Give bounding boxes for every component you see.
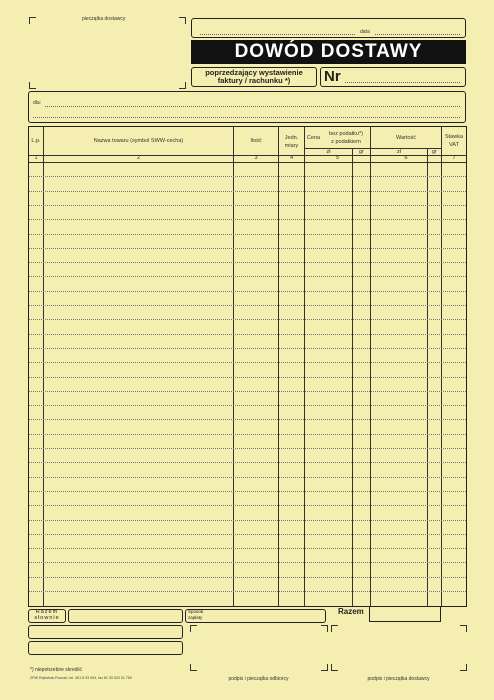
recipient-box[interactable] — [28, 91, 466, 123]
date-field[interactable] — [191, 18, 466, 38]
subtitle-line1: poprzedzający wystawienie — [205, 68, 303, 77]
table-row[interactable] — [29, 505, 466, 506]
table-row[interactable] — [29, 591, 466, 592]
subtitle-line2: faktury / rachunku *) — [217, 76, 291, 85]
receiver-sig-corner-tl — [190, 625, 197, 632]
col-num-3: 3 — [254, 155, 258, 161]
table-row[interactable] — [29, 419, 466, 420]
number-field[interactable] — [320, 67, 466, 87]
table-row[interactable] — [29, 434, 466, 435]
number-line — [345, 82, 460, 83]
header-value-zl: zł — [397, 149, 401, 155]
table-row[interactable] — [29, 276, 466, 277]
table-row[interactable] — [29, 176, 466, 177]
payment-method-label-1: Sposób — [188, 609, 204, 614]
table-row[interactable] — [29, 405, 466, 406]
header-value: Wartość — [396, 135, 416, 141]
supplier-sig-corner-br — [460, 664, 467, 671]
header-vat-2: VAT — [449, 142, 459, 148]
col-num-5: 5 — [335, 155, 340, 161]
payment-method-field[interactable] — [185, 609, 326, 623]
receiver-sig-corner-tr — [321, 625, 328, 632]
date-line-2 — [375, 34, 460, 35]
header-unit-1: Jedn. — [284, 135, 299, 141]
table-row[interactable] — [29, 377, 466, 378]
recipient-label: dla: — [33, 100, 42, 106]
col-num-7: 7 — [452, 155, 456, 161]
table-row[interactable] — [29, 191, 466, 192]
table-row[interactable] — [29, 562, 466, 563]
col-num-6: 6 — [404, 155, 408, 161]
table-row[interactable] — [29, 534, 466, 535]
col-num-4: 4 — [289, 155, 294, 161]
amount-in-words-line-2[interactable] — [28, 625, 183, 639]
number-label: Nr — [324, 68, 341, 85]
table-row[interactable] — [29, 520, 466, 521]
table-row[interactable] — [29, 248, 466, 249]
date-label: data — [360, 29, 370, 35]
recipient-line-2 — [33, 117, 460, 118]
table-row[interactable] — [29, 219, 466, 220]
header-lp: L.p. — [31, 138, 41, 144]
document-title: DOWÓD DOSTAWY — [191, 40, 466, 64]
table-row[interactable] — [29, 477, 466, 478]
table-row[interactable] — [29, 548, 466, 549]
stamp-corner-tr — [179, 17, 186, 24]
table-row[interactable] — [29, 234, 466, 235]
table-row[interactable] — [29, 205, 466, 206]
table-row[interactable] — [29, 491, 466, 492]
header-vat-1: Stawka — [444, 134, 464, 140]
stamp-label: pieczątka dostawcy — [82, 16, 126, 22]
table-row[interactable] — [29, 291, 466, 292]
table-row[interactable] — [29, 448, 466, 449]
table-row[interactable] — [29, 362, 466, 363]
razem-slownie-label-1: Razem — [35, 609, 59, 615]
publisher-info: ZPW Rejestrak Poznań, tel. 061 8 93 094, fax 61 93 003 01 760 — [30, 676, 132, 680]
table-row[interactable] — [29, 319, 466, 320]
col-num-1: 1 — [34, 155, 38, 161]
footnote: *) niepotrzebne skreślić — [30, 667, 82, 673]
header-price-opt1: bez podatku*) — [329, 131, 363, 137]
col-num-2: 2 — [136, 155, 141, 161]
supplier-sig-corner-tl — [331, 625, 338, 632]
razem-slownie-label-2: słownie — [34, 615, 60, 621]
date-line — [200, 34, 355, 35]
header-price-gr: gr — [359, 149, 364, 155]
receiver-signature-label: podpis i pieczątka odbiorcy — [228, 676, 289, 682]
table-number-row-bottom — [29, 162, 466, 163]
table-row[interactable] — [29, 577, 466, 578]
stamp-corner-br — [179, 82, 186, 89]
header-value-gr: gr — [432, 149, 437, 155]
receiver-sig-corner-br — [321, 664, 328, 671]
table-row[interactable] — [29, 348, 466, 349]
supplier-sig-corner-bl — [331, 664, 338, 671]
stamp-corner-tl — [29, 17, 36, 24]
amount-in-words-line-3[interactable] — [28, 641, 183, 655]
total-label: Razem — [338, 607, 364, 616]
payment-method-label-2: zapłaty — [188, 615, 203, 620]
table-row[interactable] — [29, 262, 466, 263]
receiver-sig-corner-bl — [190, 664, 197, 671]
table-row[interactable] — [29, 334, 466, 335]
total-value-field[interactable] — [369, 606, 441, 622]
header-name: Nazwa towaru (symbol SWW-cecha) — [93, 138, 184, 144]
amount-in-words-field[interactable] — [68, 609, 183, 623]
header-qty: Ilość — [250, 138, 262, 144]
header-price-opt2: z podatkiem — [331, 139, 361, 145]
header-unit-2: miary — [284, 143, 299, 149]
header-price: Cena — [306, 135, 321, 141]
table-row[interactable] — [29, 462, 466, 463]
supplier-sig-corner-tr — [460, 625, 467, 632]
supplier-signature-label: podpis i pieczątka dostawcy — [367, 676, 430, 682]
header-price-zl: zł — [326, 149, 331, 155]
stamp-corner-bl — [29, 82, 36, 89]
recipient-line-1 — [45, 106, 460, 107]
table-row[interactable] — [29, 305, 466, 306]
table-row[interactable] — [29, 391, 466, 392]
